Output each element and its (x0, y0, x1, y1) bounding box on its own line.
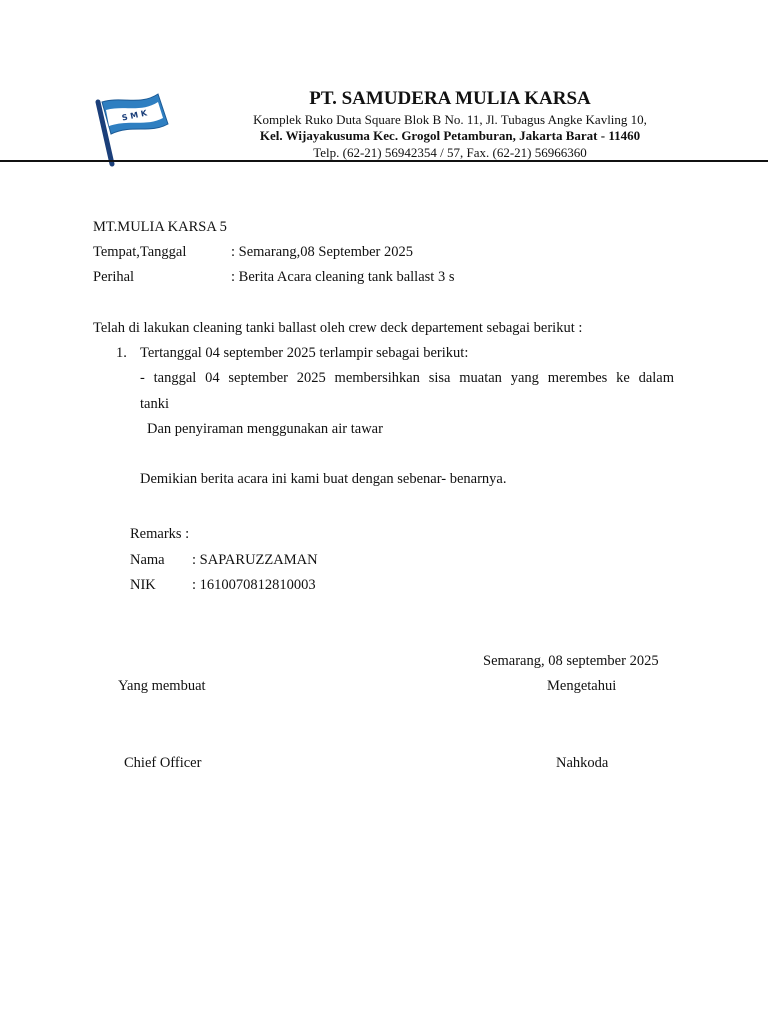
remarks-title: Remarks : (130, 526, 190, 542)
signature-right-role: Nahkoda (556, 755, 609, 771)
subject-label: Perihal (93, 269, 135, 285)
signature-left-role: Chief Officer (124, 755, 202, 771)
remarks-nik-label: NIK (130, 577, 156, 593)
header-divider (0, 160, 768, 162)
list-item-detail-line2: tanki (140, 396, 169, 412)
intro-paragraph: Telah di lakukan cleaning tanki ballast oleh crew deck departement sebagai berikut : (93, 320, 583, 336)
remarks-name-label: Nama (130, 552, 165, 568)
company-address-line1: Komplek Ruko Duta Square Blok B No. 11, Jl. Tubagus Angke Kavling 10, (253, 112, 647, 127)
remarks-name-value: : SAPARUZZAMAN (192, 552, 318, 568)
company-address-line2: Kel. Wijayakusuma Kec. Grogol Petamburan, Jakarta Barat - 11460 (259, 128, 641, 143)
company-contact-line: Telp. (62-21) 56942354 / 57, Fax. (62-21) 56966360 (313, 145, 587, 160)
place-date-value: : Semarang,08 September 2025 (231, 244, 414, 260)
subject-value: : Berita Acara cleaning tank ballast 3 s (231, 269, 455, 285)
place-date-label: Tempat,Tanggal (93, 244, 187, 260)
list-item-number: 1. (116, 345, 127, 361)
company-flag-logo (94, 88, 174, 168)
list-item-detail-line3: Dan penyiraman menggunakan air tawar (147, 421, 383, 437)
flag-initials: S M K (121, 108, 148, 123)
list-item-heading: Tertanggal 04 september 2025 terlampir sebagai berikut: (140, 345, 469, 361)
closing-statement: Demikian berita acara ini kami buat dengan sebenar- benarnya. (140, 471, 507, 487)
remarks-nik-value: : 1610070812810003 (192, 577, 316, 593)
signature-left-label: Yang membuat (118, 678, 206, 694)
signature-right-label: Mengetahui (547, 678, 617, 694)
company-name: PT. SAMUDERA MULIA KARSA (309, 88, 591, 109)
signature-place-date: Semarang, 08 september 2025 (483, 653, 659, 669)
list-item-detail-line1: - tanggal 04 september 2025 membersihkan sisa muatan yang merembes ke dalam (140, 370, 674, 386)
vessel-name: MT.MULIA KARSA 5 (93, 219, 227, 235)
